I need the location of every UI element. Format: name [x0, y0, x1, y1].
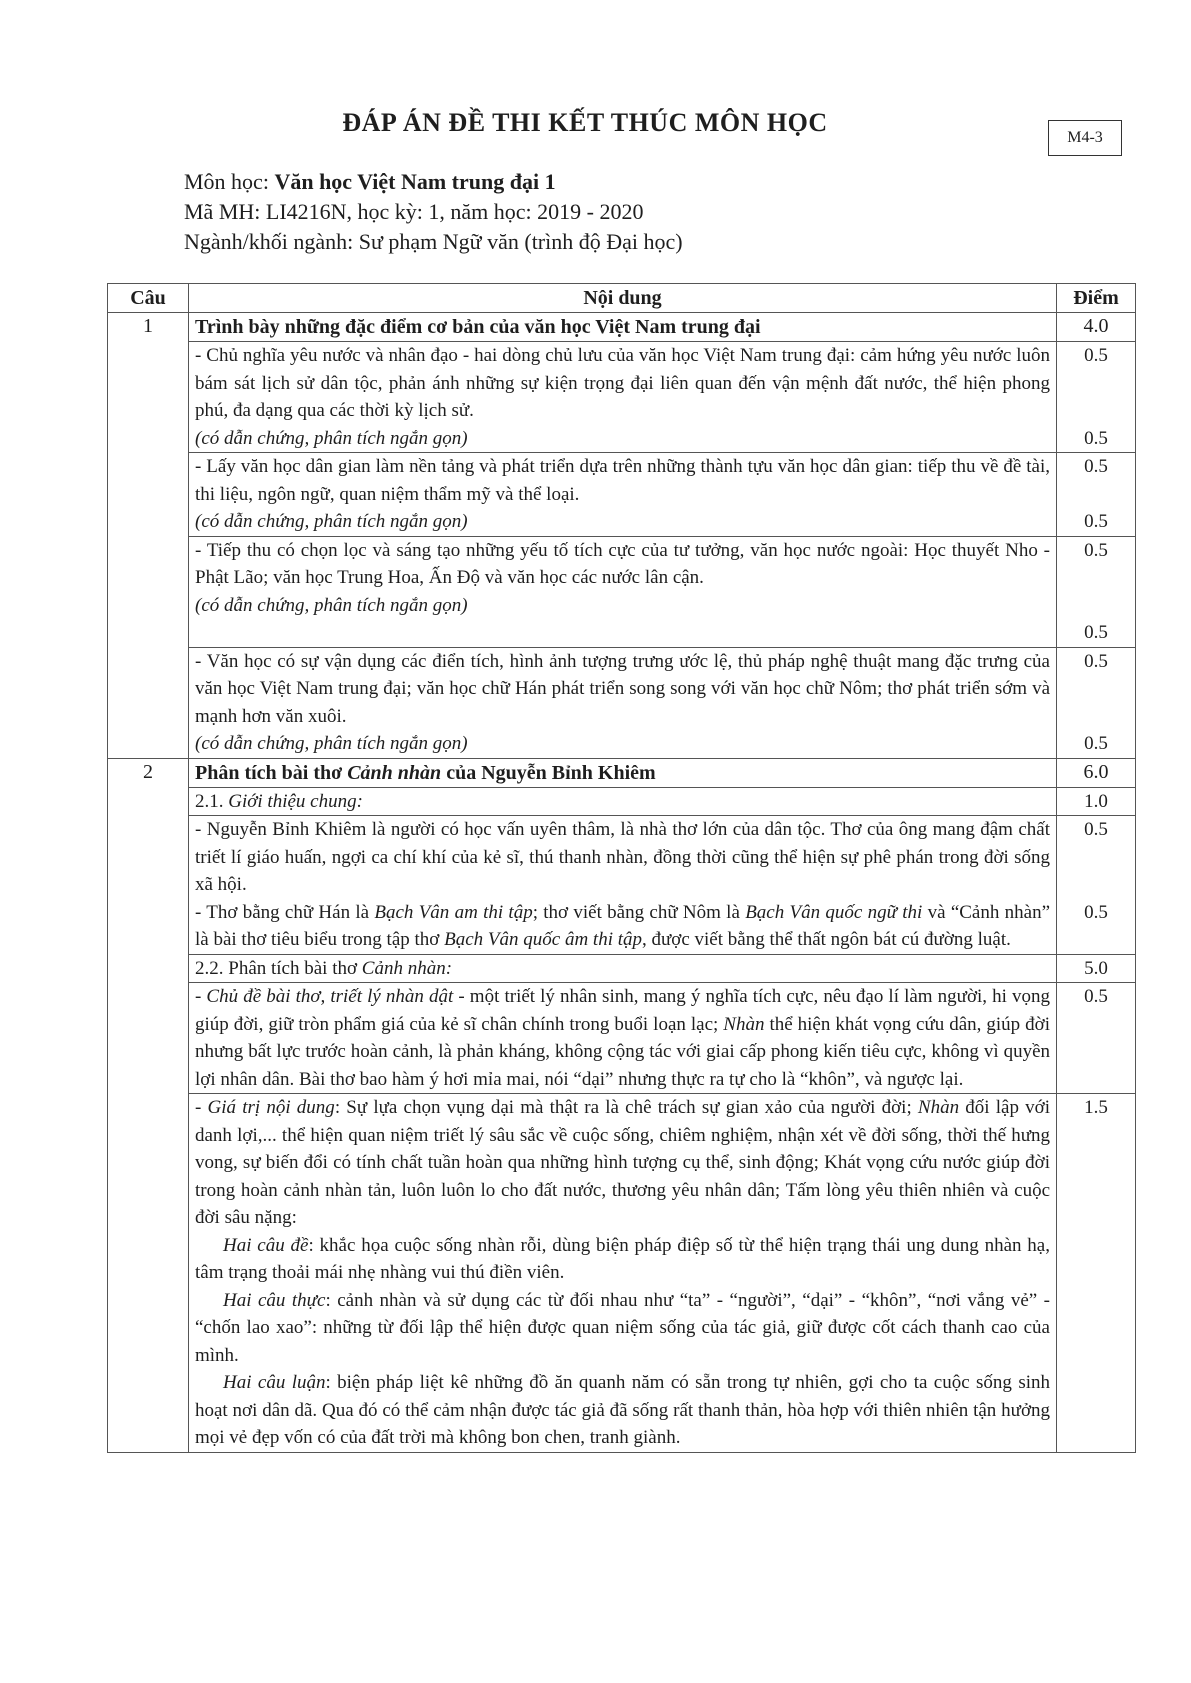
question-number: 1	[108, 313, 189, 759]
answer-item	[189, 342, 1057, 453]
table-header-row	[108, 284, 1136, 313]
answer-item	[189, 453, 1057, 537]
document-title: ĐÁP ÁN ĐỀ THI KẾT THÚC MÔN HỌC	[342, 108, 828, 137]
question-1-heading-row	[108, 313, 1136, 342]
answer-text: - Lấy văn học dân gian làm nền tảng và phát triển dựa trên những thành tựu văn học dân gian: tiếp thu về đề tài, thi liệu, ngôn ngữ, quan niệm thẩm mỹ và thể loại.	[195, 456, 1050, 505]
answer-item	[189, 536, 1057, 647]
section-score: 1.0	[1057, 787, 1136, 816]
answer-text: - Văn học có sự vận dụng các điển tích, hình ảnh tượng trưng ước lệ, thủ pháp nghệ thuật mang đặc trưng của văn học Việt Nam trung đại; văn học chữ Hán phát triển song song với văn học chữ Nôm; thơ phát triển sớm và mạnh hơn văn xuôi.	[195, 650, 1050, 727]
table-row	[108, 1094, 1136, 1453]
answer-item: - Chủ đề bài thơ, triết lý nhàn dật - một triết lý nhân sinh, mang ý nghĩa tích cực, nêu đạo lí làm người, hi vọng giúp đời, giữ tròn phẩm giá của kẻ sĩ chân chính trong buổi loạn lạc; Nhàn thể hiện khát vọng cứu dân, giúp đời nhưng bất lực trước hoàn cảnh, là phản kháng, không cộng tác với giai cấp phong kiến tiêu cực, không vì quyền lợi nhân dân. Bài thơ bao hàm ý hơi mỉa mai, nói “dại” nhưng thực ra tự cho là “khôn”, và ngược lại.	[189, 983, 1057, 1094]
paragraph-hai-cau-thuc: Hai câu thực: cảnh nhàn và sử dụng các từ đối nhau như “ta” - “người”, “dại” - “khôn”, “nơi vắng vẻ” - “chốn lao xao”: những từ đối lập thể hiện được quan niệm sống của tác giả, giữ được cốt cách thanh cao của mình.	[195, 1289, 1050, 1366]
answer-note: (có dẫn chứng, phân tích ngắn gọn)	[195, 733, 468, 754]
paragraph-hai-cau-de: Hai câu đề: khắc họa cuộc sống nhàn rỗi, dùng biện pháp điệp số từ thể hiện trạng thái ung dung nhàn hạ, tâm trạng thoải mái nhẹ nhàng vui thú điền viên.	[195, 1234, 1050, 1283]
section-title: Cảnh nhàn:	[361, 957, 453, 979]
answer-table	[107, 283, 1136, 1453]
section-score: 5.0	[1057, 954, 1136, 983]
point-value: 0.5	[1084, 819, 1108, 840]
header-cau: Câu	[108, 284, 189, 313]
table-row	[108, 983, 1136, 1094]
question-number: 2	[108, 758, 189, 1452]
point-value: 0.5	[1084, 622, 1108, 643]
course-label: Môn học:	[184, 169, 275, 194]
answer-item	[189, 647, 1057, 758]
header-noi-dung: Nội dung	[189, 284, 1057, 313]
answer-text: - Tiếp thu có chọn lọc và sáng tạo những yếu tố tích cực của tư tưởng, văn học nước ngoài: Học thuyết Nho - Phật Lão; văn học Trung Hoa, Ấn Độ và văn học các nước lân cận.	[195, 539, 1050, 588]
point-value: 0.5	[1084, 456, 1108, 477]
section-heading: 2.1. Giới thiệu chung:	[189, 787, 1057, 816]
table-row	[108, 816, 1136, 955]
course-code-line: Mã MH: LI4216N, học kỳ: 1, năm học: 2019 - 2020	[184, 199, 644, 224]
point-value: 0.5	[1084, 650, 1108, 672]
answer-points: 0.5	[1057, 983, 1136, 1094]
answer-points	[1057, 342, 1136, 453]
form-code-box: M4-3	[1048, 120, 1122, 156]
point-value: 0.5	[1084, 345, 1108, 366]
table-row	[108, 647, 1136, 758]
answer-text: - Nguyễn Bỉnh Khiêm là người có học vấn uyên thâm, là nhà thơ lớn của dân tộc. Thơ của ông mang đậm chất triết lí giáo huấn, ngợi ca chí khí của kẻ sĩ, thú thanh nhàn, đồng thời cũng thể hiện sự phê phán trong đời sống xã hội.	[195, 819, 1050, 895]
question-score: 4.0	[1057, 313, 1136, 342]
poem-title: Cảnh nhàn	[347, 761, 442, 784]
major-line: Ngành/khối ngành: Sư phạm Ngữ văn (trình độ Đại học)	[184, 229, 683, 254]
answer-note: (có dẫn chứng, phân tích ngắn gọn)	[195, 511, 468, 532]
table-row	[108, 536, 1136, 647]
course-name: Văn học Việt Nam trung đại 1	[274, 169, 556, 194]
header-diem: Điểm	[1057, 284, 1136, 313]
paragraph-hai-cau-luan: Hai câu luận: biện pháp liệt kê những đồ ăn quanh năm có sẵn trong tự nhiên, gợi cho ta cuộc sống sinh hoạt nơi dân dã. Qua đó có thể cảm nhận được tác giả đã sống rất thanh thản, hòa hợp với thiên nhiên tận hưởng mọi vẻ đẹp vốn có của đất trời mà không bon chen, tranh giành.	[195, 1372, 1050, 1448]
table-row	[108, 453, 1136, 537]
point-value: 0.5	[1084, 901, 1108, 923]
question-heading: Trình bày những đặc điểm cơ bản của văn học Việt Nam trung đại	[189, 313, 1057, 342]
answer-text: - Chủ nghĩa yêu nước và nhân đạo - hai dòng chủ lưu của văn học Việt Nam trung đại: cảm hứng yêu nước luôn bám sát lịch sử dân tộc, phản ánh những sự kiện trọng đại liên quan đến vận mệnh đất nước, thể hiện phong phú, đa dạng qua các thời kỳ lịch sử.	[195, 345, 1050, 421]
point-value: 0.5	[1084, 539, 1108, 561]
answer-item: - Nguyễn Bỉnh Khiêm là người có học vấn uyên thâm, là nhà thơ lớn của dân tộc. Thơ của ông mang đậm chất triết lí giáo huấn, ngợi ca chí khí của kẻ sĩ, thú thanh nhàn, đồng thời cũng thể hiện sự phê phán trong đời sống xã hội. - Thơ bằng chữ Hán là Bạch Vân am thi tập; thơ viết bằng chữ Nôm là Bạch Vân quốc ngữ thi và “Cảnh nhàn” là bài thơ tiêu biểu trong tập thơ Bạch Vân quốc âm thi tập, được viết bằng thể thất ngôn bát cú đường luật.	[189, 816, 1057, 955]
answer-points	[1057, 647, 1136, 758]
point-value: 0.5	[1084, 511, 1108, 532]
point-value: 0.5	[1084, 427, 1108, 449]
table-row	[108, 342, 1136, 453]
answer-points	[1057, 816, 1136, 955]
answer-points: 1.5	[1057, 1094, 1136, 1453]
answer-points	[1057, 536, 1136, 647]
point-value: 0.5	[1084, 733, 1108, 754]
section-heading: 2.2. Phân tích bài thơ Cảnh nhàn:	[189, 954, 1057, 983]
question-heading: Phân tích bài thơ Cảnh nhàn của Nguyễn Bỉnh Khiêm	[189, 758, 1057, 787]
section-title: Giới thiệu chung:	[228, 790, 363, 812]
table-row	[108, 787, 1136, 816]
question-score: 6.0	[1057, 758, 1136, 787]
question-2-heading-row	[108, 758, 1136, 787]
answer-item: - Giá trị nội dung: Sự lựa chọn vụng dại mà thật ra là chê trách sự gian xảo của người đời; Nhàn đối lập với danh lợi,... thể hiện quan niệm triết lý sâu sắc về cuộc sống, chiêm nghiệm, nhận xét về đời sống, thời thế hưng vong, sự biến đổi có tính chất tuần hoàn qua những hình tượng cụ thể, sinh động; Khát vọng cứu nước giúp đời trong hoàn cảnh nhàn tản, luôn luôn lo cho đất nước, thương yêu nhân dân; Tấm lòng yêu thiên nhiên và cuộc đời sâu nặng: Hai câu đề: khắc họa cuộc sống nhàn rỗi, dùng biện pháp điệp số từ thể hiện trạng thái ung dung nhàn hạ, tâm trạng thoải mái nhẹ nhàng vui thú điền viên. Hai câu thực: cảnh nhàn và sử dụng các từ đối nhau như “ta” - “người”, “dại” - “khôn”, “nơi vắng vẻ” - “chốn lao xao”: những từ đối lập thể hiện được quan niệm sống của tác giả, giữ được cốt cách thanh cao của mình. Hai câu luận: biện pháp liệt kê những đồ ăn quanh năm có sẵn trong tự nhiên, gợi cho ta cuộc sống sinh hoạt nơi dân dã. Qua đó có thể cảm nhận được tác giả đã sống rất thanh thản, hòa hợp với thiên nhiên tận hưởng mọi vẻ đẹp vốn có của đất trời mà không bon chen, tranh giành.	[189, 1094, 1057, 1453]
answer-note: (có dẫn chứng, phân tích ngắn gọn)	[195, 594, 468, 616]
course-line	[184, 167, 556, 197]
answer-note: (có dẫn chứng, phân tích ngắn gọn)	[195, 427, 468, 449]
table-row	[108, 954, 1136, 983]
answer-points	[1057, 453, 1136, 537]
